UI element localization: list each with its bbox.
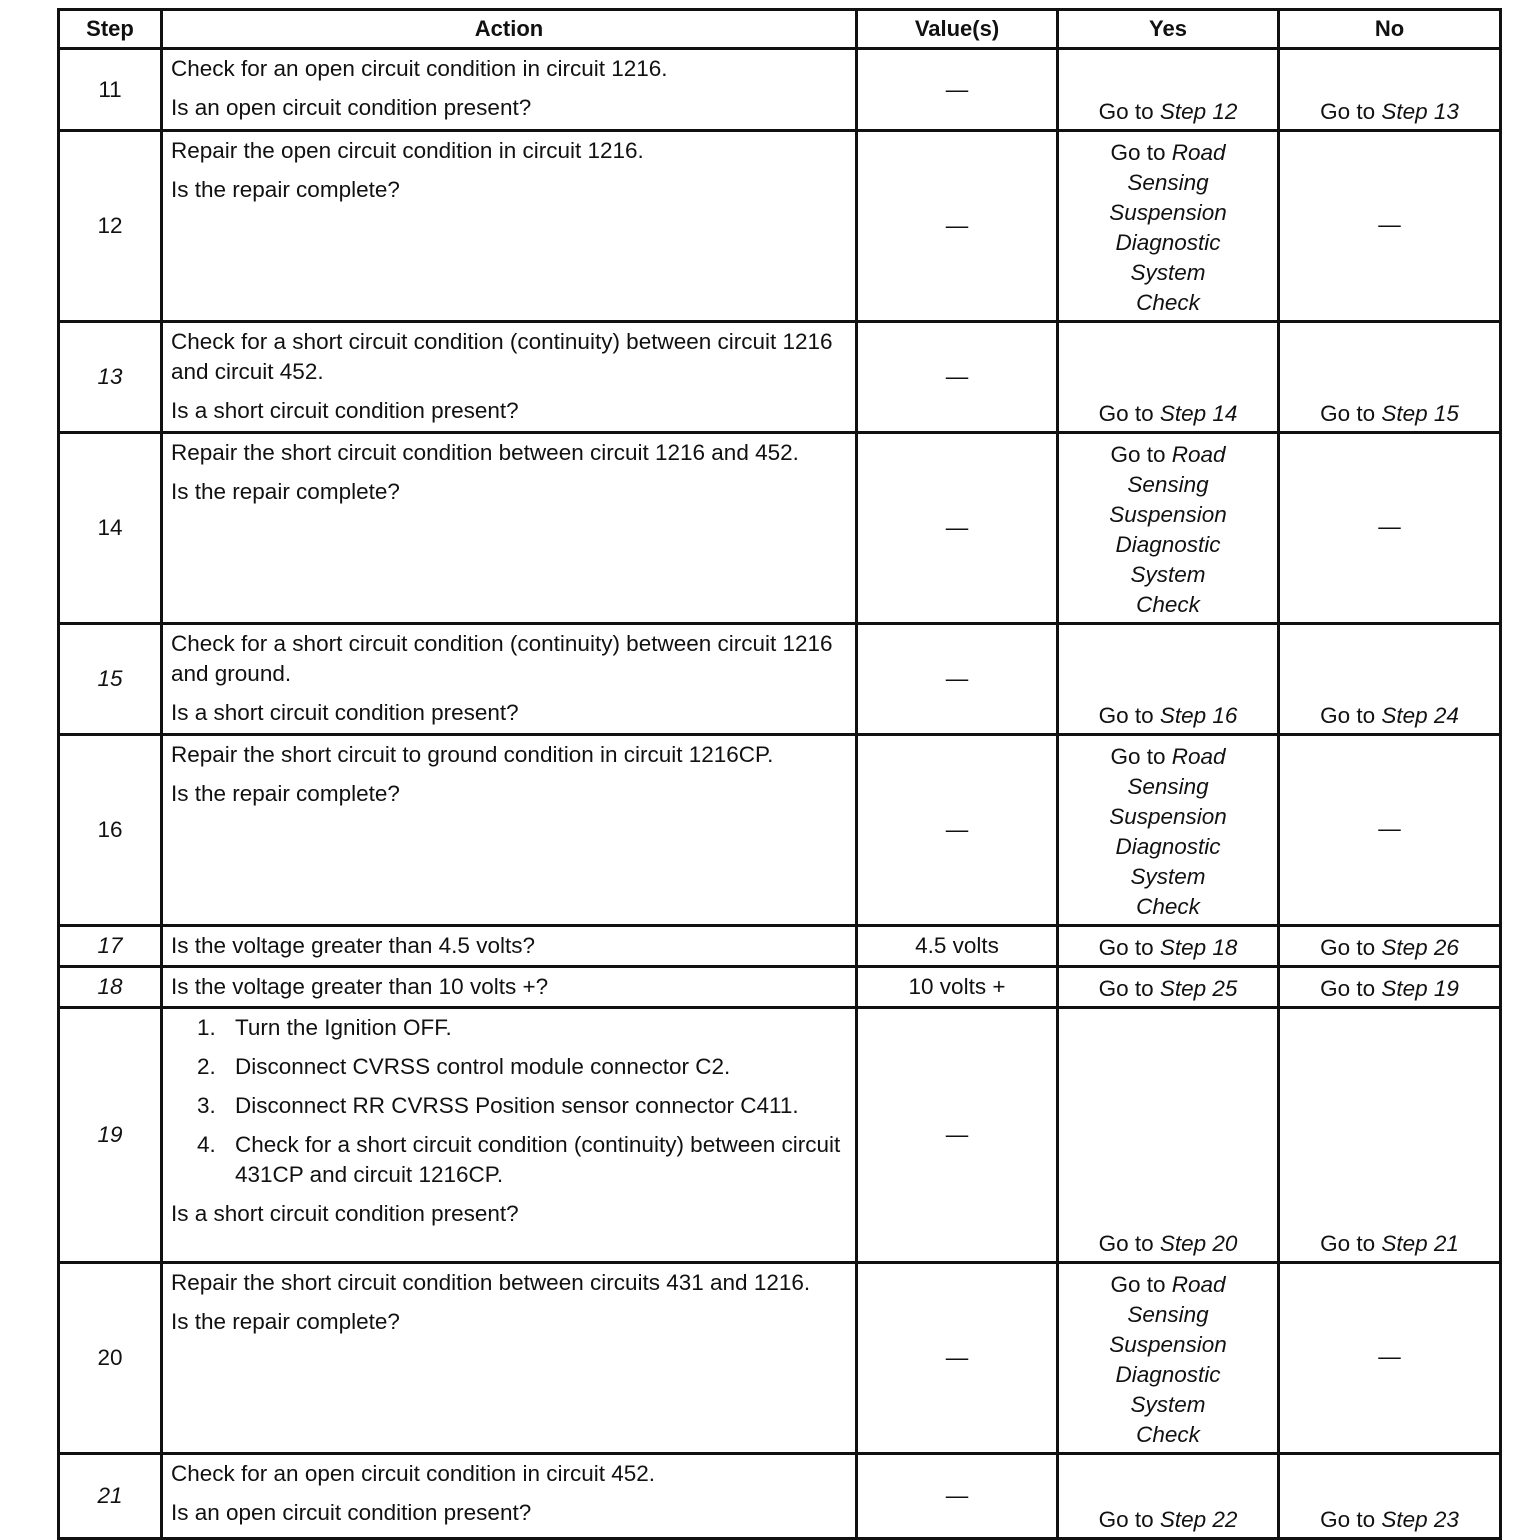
step-number: 15 [59,624,162,735]
no-cell[interactable] [1279,624,1501,735]
step-number: 17 [59,926,162,967]
action-text: Repair the short circuit condition between circuits 431 and 1216. [171,1270,811,1295]
value-cell: 4.5 volts [857,926,1058,967]
yes-cell[interactable] [1058,967,1279,1008]
yes-target-link[interactable]: Step 25 [1159,976,1238,1001]
action-question: Is the repair complete? [171,479,400,504]
action-text: Repair the short circuit to ground condition in circuit 1216CP. [171,742,774,767]
yes-cell[interactable] [1058,1008,1279,1263]
action-cell [162,322,857,433]
no-target-link[interactable]: Step 15 [1381,401,1459,426]
action-question: Is the repair complete? [171,177,400,202]
action-text: Repair the short circuit condition between circuit 1216 and 452. [171,440,799,465]
no-target-link[interactable]: Step 26 [1381,935,1459,960]
no-prefix: Go to [1320,1507,1376,1532]
action-step-item [171,1013,849,1043]
step-number: 21 [59,1454,162,1539]
table-body [59,49,1501,1539]
table-row [59,1008,1501,1263]
yes-target-link[interactable]: Step 12 [1159,99,1238,124]
no-cell[interactable] [1279,322,1501,433]
action-question: Is a short circuit condition present? [171,700,519,725]
action-step-number: 3. [197,1093,216,1118]
action-cell [162,624,857,735]
yes-target-link[interactable]: Road Sensing Suspension Diagnostic System Check [1109,1272,1227,1447]
table-row [59,1454,1501,1539]
no-cell[interactable] [1279,967,1501,1008]
action-cell [162,49,857,131]
header-action: Action [162,10,857,49]
yes-cell[interactable] [1058,624,1279,735]
action-step-text: Turn the Ignition OFF. [235,1015,452,1040]
value-cell: — [857,1454,1058,1539]
step-number: 16 [59,735,162,926]
action-text: Repair the open circuit condition in circuit 1216. [171,138,644,163]
no-prefix: Go to [1320,1231,1376,1256]
value-cell: — [857,735,1058,926]
action-step-text: Disconnect CVRSS control module connector C2. [235,1054,731,1079]
value-cell: — [857,49,1058,131]
action-question: Is a short circuit condition present? [171,398,519,423]
value-cell: — [857,433,1058,624]
yes-prefix: Go to [1098,401,1154,426]
yes-prefix: Go to [1110,1272,1166,1297]
table-row [59,926,1501,967]
header-row [59,10,1501,49]
yes-cell[interactable] [1058,49,1279,131]
no-target-link[interactable]: Step 13 [1381,99,1459,124]
action-cell [162,967,857,1008]
yes-target-link[interactable]: Step 18 [1159,935,1238,960]
yes-target-link[interactable]: Step 20 [1159,1231,1238,1256]
no-prefix: Go to [1320,703,1376,728]
yes-target-link[interactable]: Step 16 [1159,703,1238,728]
action-steps-list [171,1013,849,1190]
action-text: Check for an open circuit condition in circuit 452. [171,1461,656,1486]
no-target-link[interactable]: Step 19 [1381,976,1459,1001]
no-target-link[interactable]: Step 21 [1381,1231,1459,1256]
no-dash: — [1378,816,1401,841]
table-row [59,735,1501,926]
value-cell: — [857,1263,1058,1454]
action-text: Check for a short circuit condition (continuity) between circuit 1216 and ground. [171,631,833,686]
yes-cell[interactable] [1058,433,1279,624]
yes-prefix: Go to [1098,99,1154,124]
table-row [59,131,1501,322]
value-cell: — [857,624,1058,735]
action-cell [162,926,857,967]
action-step-number: 1. [197,1015,216,1040]
no-target-link[interactable]: Step 23 [1381,1507,1459,1532]
no-prefix: Go to [1320,935,1376,960]
action-question: Is the voltage greater than 10 volts +? [171,974,549,999]
action-step-text: Check for a short circuit condition (continuity) between circuit 431CP and circuit 1216CP. [235,1132,841,1187]
yes-prefix: Go to [1098,1231,1154,1256]
table-row [59,322,1501,433]
action-question: Is the repair complete? [171,781,400,806]
value-cell: — [857,131,1058,322]
yes-cell[interactable] [1058,735,1279,926]
value-cell: — [857,1008,1058,1263]
header-values: Value(s) [857,10,1058,49]
no-cell[interactable] [1279,926,1501,967]
no-cell [1279,735,1501,926]
no-prefix: Go to [1320,99,1376,124]
yes-prefix: Go to [1098,1507,1154,1532]
yes-target-link[interactable]: Road Sensing Suspension Diagnostic System Check [1109,744,1227,919]
action-step-number: 4. [197,1132,216,1157]
action-text: Check for a short circuit condition (continuity) between circuit 1216 and circuit 452. [171,329,833,384]
no-cell[interactable] [1279,49,1501,131]
header-yes: Yes [1058,10,1279,49]
action-question: Is the voltage greater than 4.5 volts? [171,933,535,958]
action-step-text: Disconnect RR CVRSS Position sensor connector C411. [235,1093,799,1118]
yes-prefix: Go to [1110,140,1166,165]
yes-prefix: Go to [1098,935,1154,960]
yes-cell[interactable] [1058,1454,1279,1539]
step-number: 20 [59,1263,162,1454]
action-cell [162,433,857,624]
action-step-item [171,1052,849,1082]
no-prefix: Go to [1320,401,1376,426]
step-number: 19 [59,1008,162,1263]
table-row [59,967,1501,1008]
yes-target-link[interactable]: Road Sensing Suspension Diagnostic System Check [1109,442,1227,617]
action-cell [162,735,857,926]
yes-prefix: Go to [1110,744,1166,769]
no-dash: — [1378,212,1401,237]
action-cell [162,1008,857,1263]
action-question: Is an open circuit condition present? [171,95,532,120]
no-dash: — [1378,514,1401,539]
yes-target-link[interactable]: Step 22 [1159,1507,1238,1532]
no-dash: — [1378,1344,1401,1369]
value-cell: — [857,322,1058,433]
yes-cell[interactable] [1058,131,1279,322]
no-cell [1279,433,1501,624]
step-number: 12 [59,131,162,322]
table-row [59,624,1501,735]
action-cell [162,1454,857,1539]
step-number: 13 [59,322,162,433]
header-step: Step [59,10,162,49]
yes-cell[interactable] [1058,926,1279,967]
no-cell[interactable] [1279,1008,1501,1263]
action-question: Is the repair complete? [171,1309,400,1334]
action-cell [162,131,857,322]
yes-cell[interactable] [1058,322,1279,433]
action-step-item [171,1091,849,1121]
yes-prefix: Go to [1110,442,1166,467]
step-number: 14 [59,433,162,624]
no-cell [1279,131,1501,322]
no-cell[interactable] [1279,1454,1501,1539]
header-no: No [1279,10,1501,49]
table-row [59,433,1501,624]
yes-prefix: Go to [1098,976,1154,1001]
value-cell: 10 volts + [857,967,1058,1008]
action-step-item [171,1130,849,1190]
action-text: Check for an open circuit condition in circuit 1216. [171,56,668,81]
yes-cell[interactable] [1058,1263,1279,1454]
table-row [59,49,1501,131]
action-question: Is an open circuit condition present? [171,1500,532,1525]
no-cell [1279,1263,1501,1454]
action-step-number: 2. [197,1054,216,1079]
step-number: 18 [59,967,162,1008]
action-cell [162,1263,857,1454]
yes-prefix: Go to [1098,703,1154,728]
step-number: 11 [59,49,162,131]
table-row [59,1263,1501,1454]
yes-target-link[interactable]: Step 14 [1159,401,1238,426]
action-question: Is a short circuit condition present? [171,1201,519,1226]
yes-target-link[interactable]: Road Sensing Suspension Diagnostic System Check [1109,140,1227,315]
no-target-link[interactable]: Step 24 [1381,703,1459,728]
diagnostic-table [57,8,1502,1540]
no-prefix: Go to [1320,976,1376,1001]
